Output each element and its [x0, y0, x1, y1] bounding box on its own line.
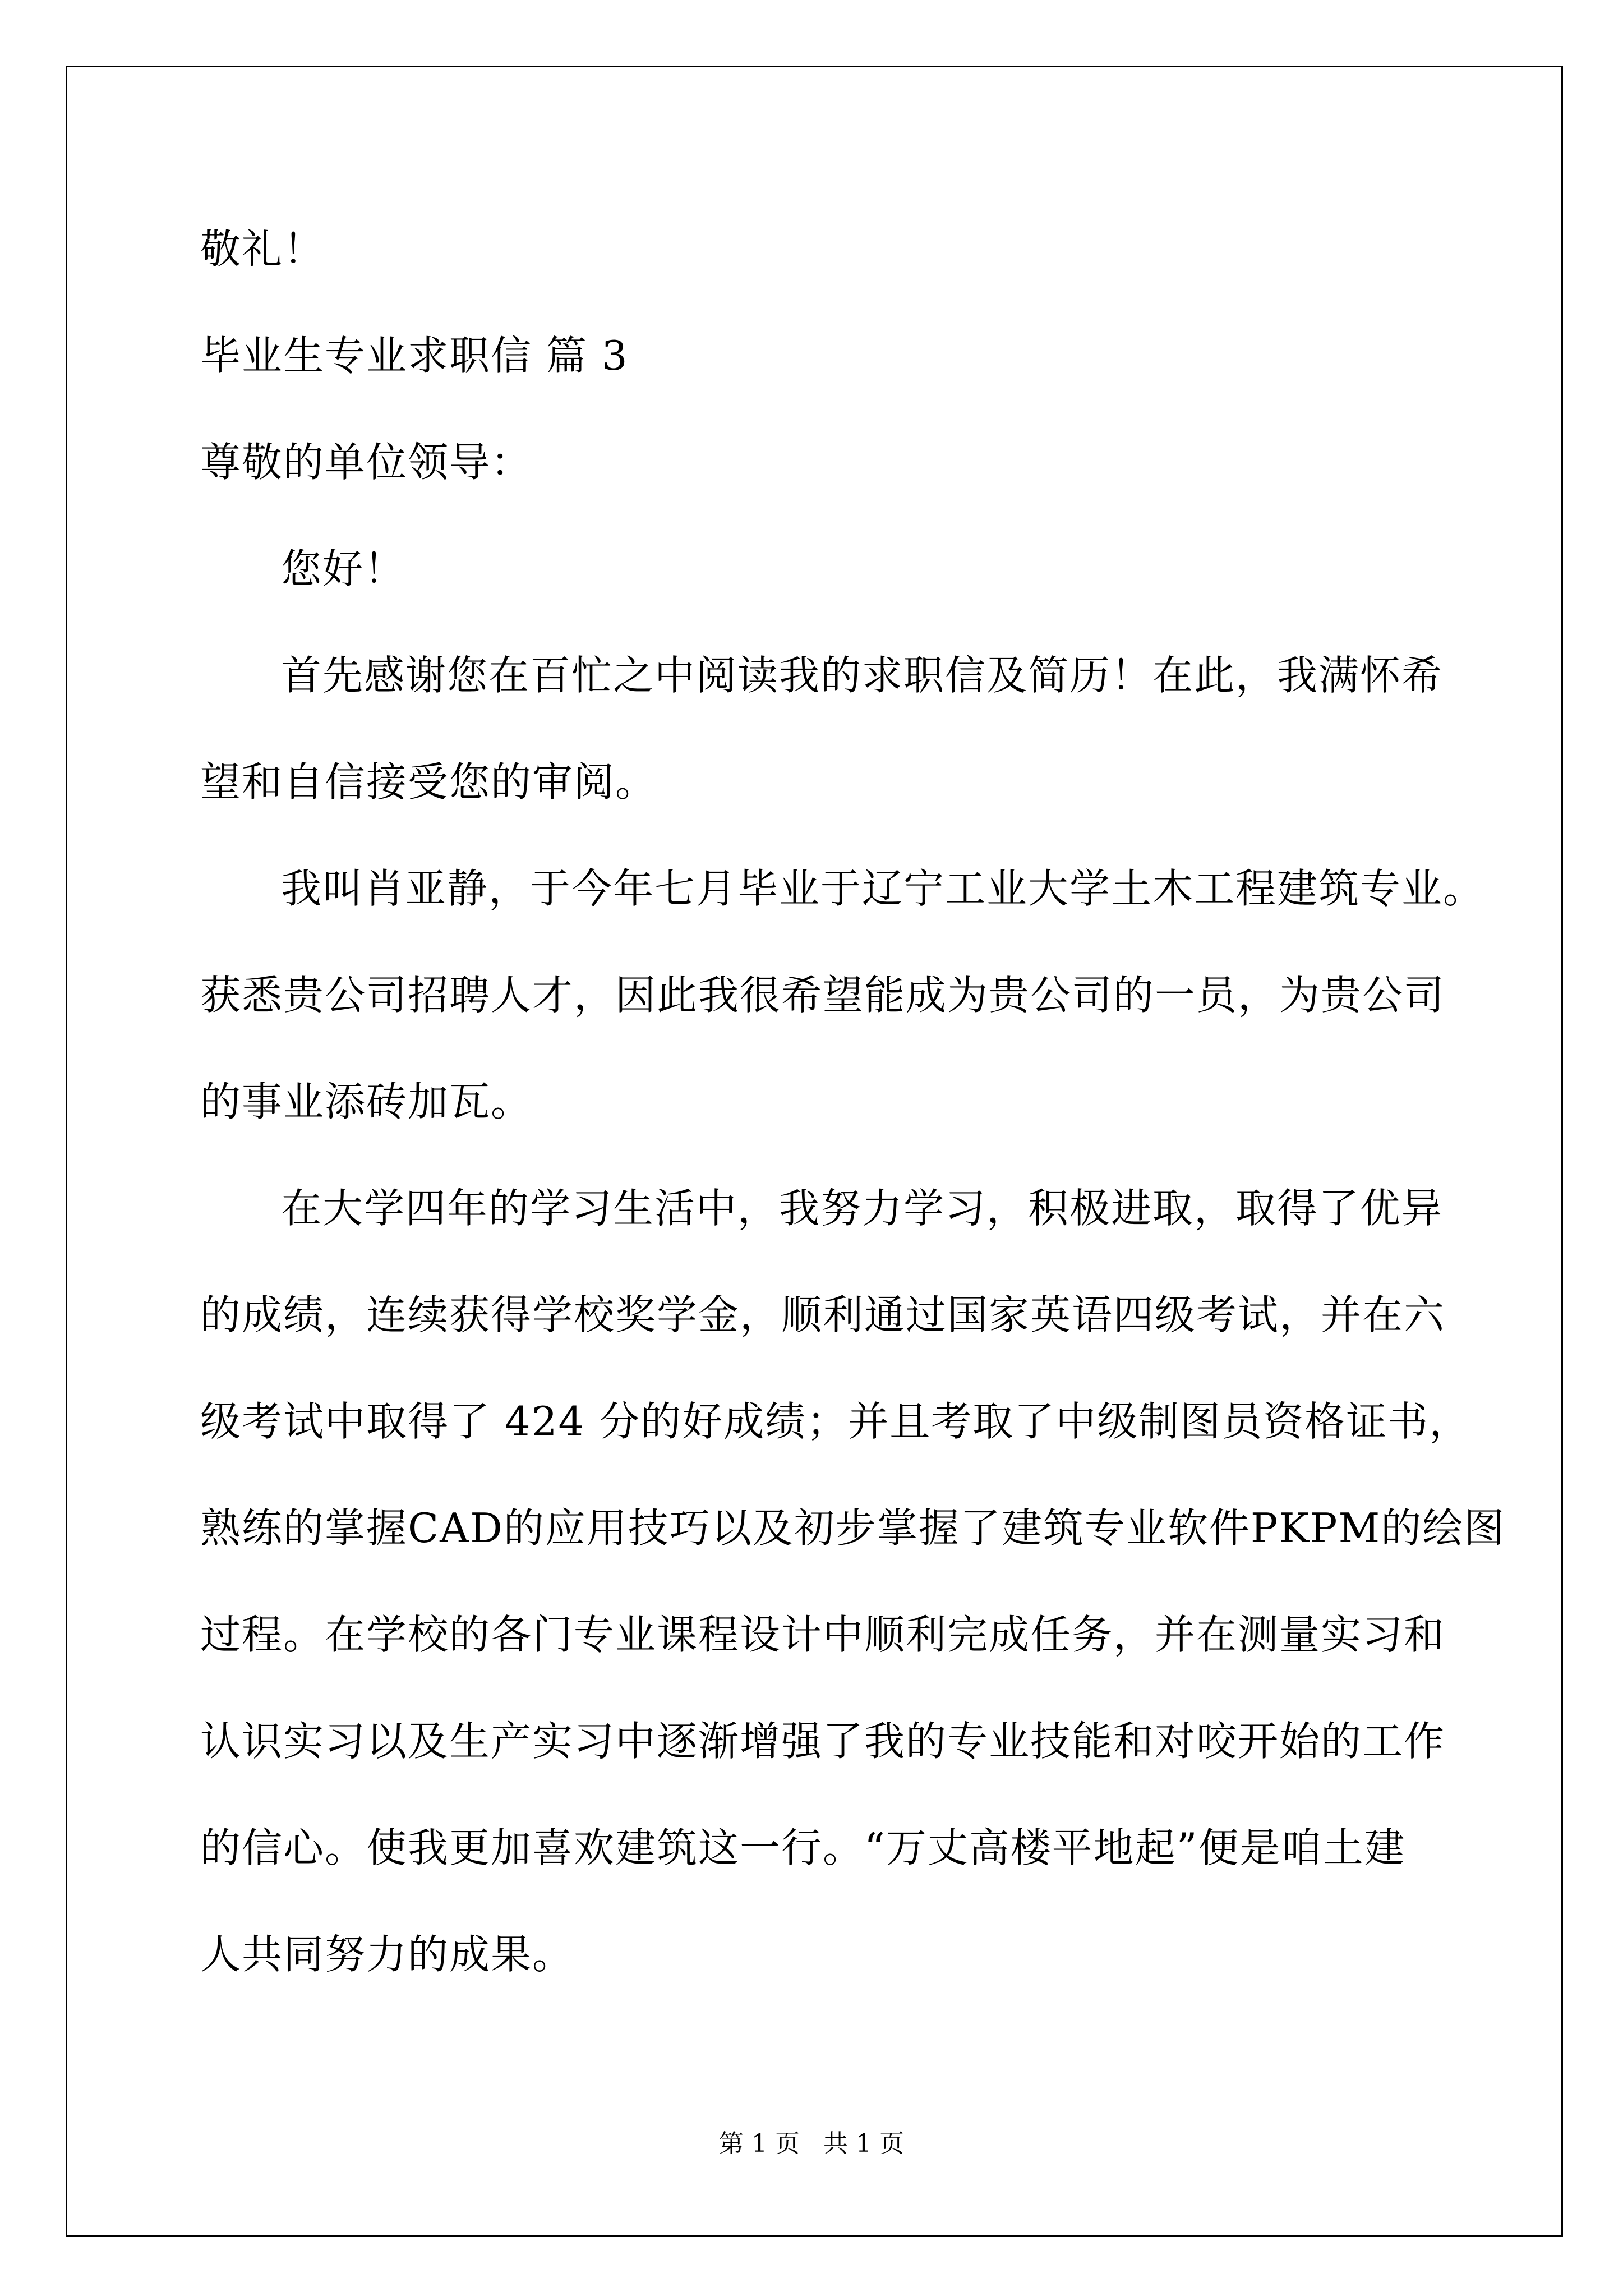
page-footer: 第 1 页 共 1 页 [719, 2129, 904, 2158]
paragraph-line: 在大学四年的学习生活中，我努力学习，积极进取，取得了优异 [281, 1185, 1444, 1232]
paragraph-line: 我叫肖亚静，于今年七月毕业于辽宁工业大学土木工程建筑专业。 [281, 865, 1485, 912]
paragraph-line: 人共同努力的成果。 [200, 1931, 574, 1978]
paragraph-line: 获悉贵公司招聘人才，因此我很希望能成为贵公司的一员，为贵公司 [200, 972, 1446, 1019]
paragraph-line: 的信心。使我更加喜欢建筑这一行。“万丈高楼平地起”便是咱土建 [200, 1824, 1406, 1871]
addressee: 尊敬的单位领导： [200, 439, 533, 486]
paragraph-line: 过程。在学校的各门专业课程设计中顺利完成任务，并在测量实习和 [200, 1611, 1446, 1658]
page-border [66, 66, 1563, 2237]
paragraph-line: 熟练的掌握CAD的应用技巧以及初步掌握了建筑专业软件PKPM的绘图 [200, 1504, 1506, 1552]
paragraph-line: 首先感谢您在百忙之中阅读我的求职信及简历！在此，我满怀希 [281, 652, 1444, 699]
section-heading: 毕业生专业求职信 篇 3 [200, 332, 629, 379]
closing-salutation: 敬礼！ [200, 226, 325, 273]
paragraph-line: 望和自信接受您的审阅。 [200, 758, 657, 806]
paragraph-line: 认识实习以及生产实习中逐渐增强了我的专业技能和对咬开始的工作 [200, 1718, 1446, 1765]
paragraph-line: 的事业添砖加瓦。 [200, 1078, 533, 1125]
paragraph-line: 的成绩，连续获得学校奖学金，顺利通过国家英语四级考试，并在六 [200, 1291, 1446, 1338]
greeting: 您好！ [281, 545, 406, 592]
paragraph-line: 级考试中取得了 424 分的好成绩；并且考取了中级制图员资格证书， [200, 1398, 1471, 1445]
